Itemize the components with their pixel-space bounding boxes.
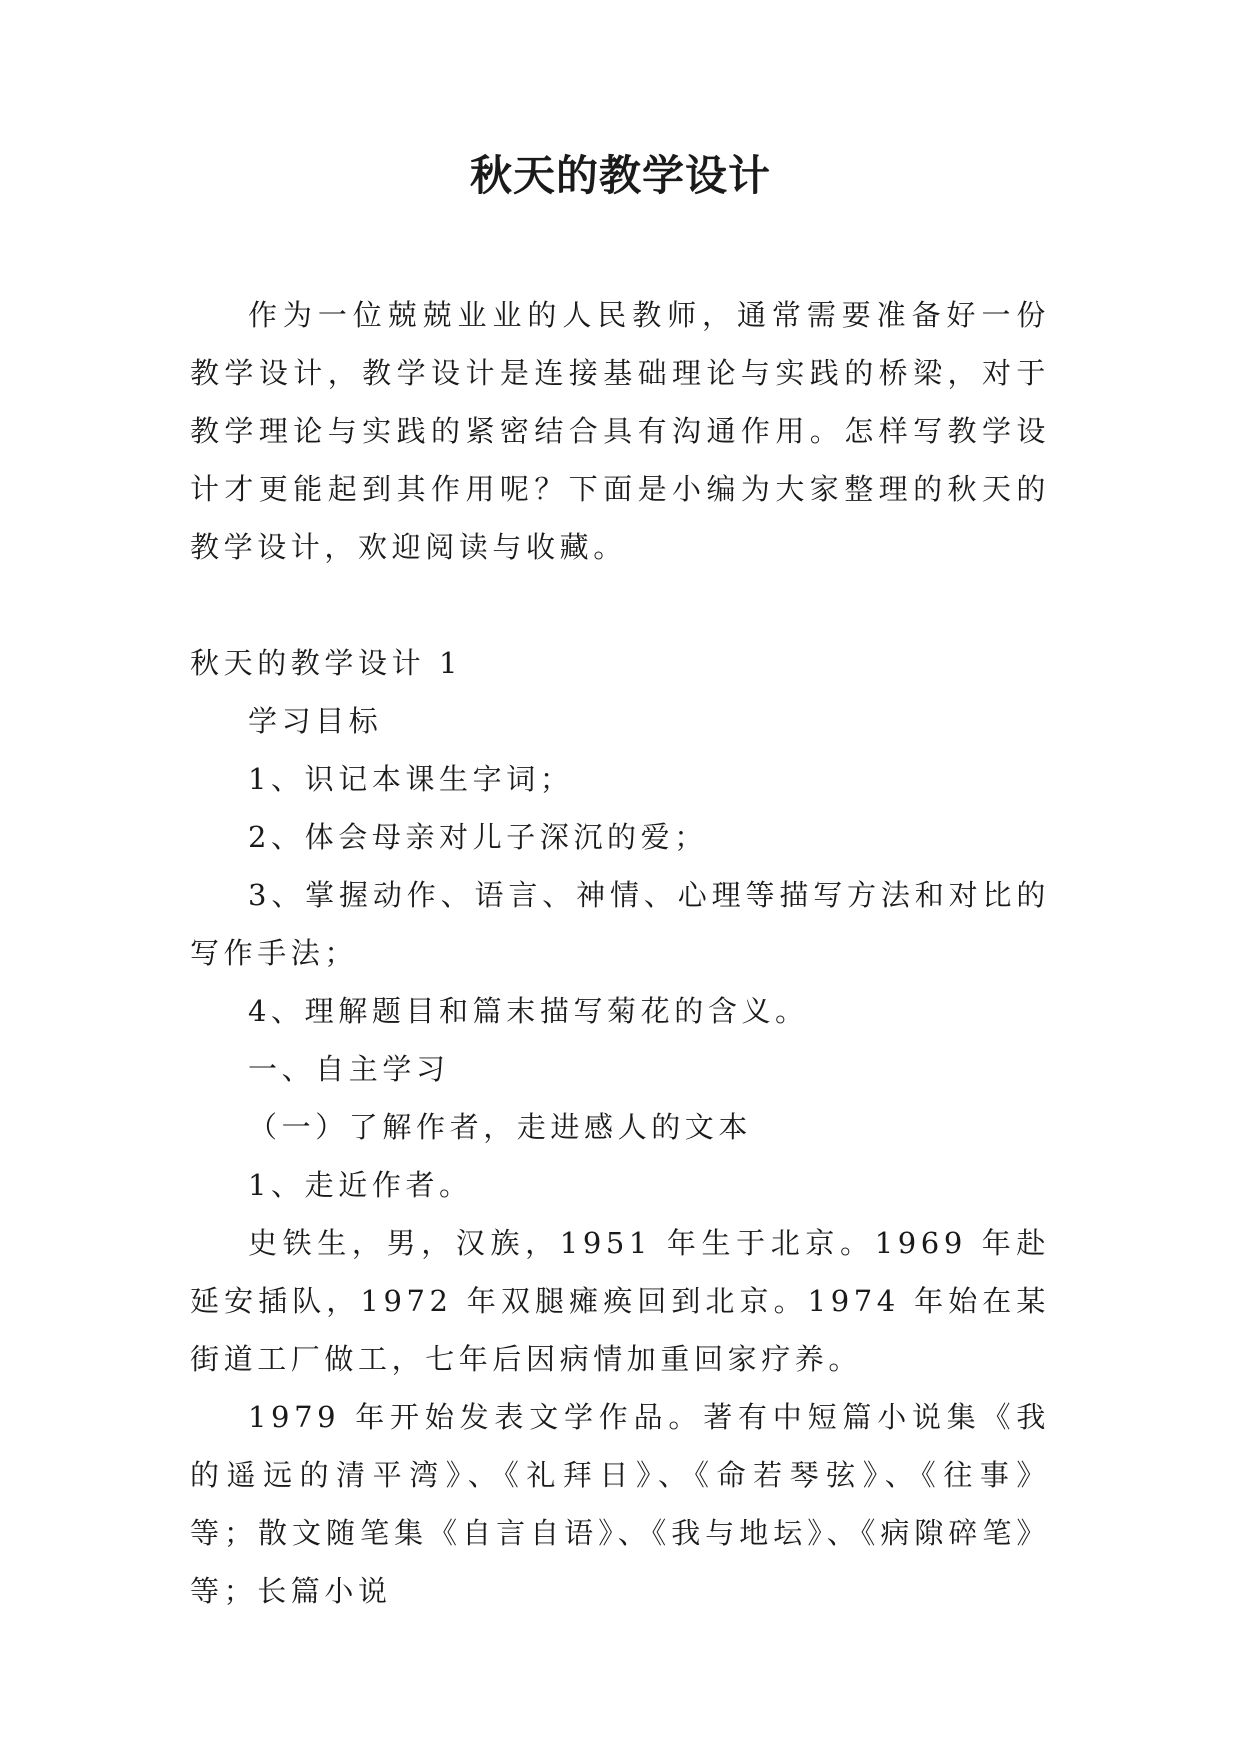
intro-paragraph: 作为一位兢兢业业的人民教师，通常需要准备好一份教学设计，教学设计是连接基础理论与实践的桥梁，对于教学理论与实践的紧密结合具有沟通作用。怎样写教学设计才更能起到其作用呢？下面是小编为大家整理的秋天的教学设计，欢迎阅读与收藏。 <box>190 298 1050 564</box>
section-heading: 秋天的教学设计 1 <box>190 646 463 680</box>
body-paragraph: 学习目标 <box>248 704 383 738</box>
body-paragraph: 4、理解题目和篇末描写菊花的含义。 <box>248 994 809 1028</box>
body-paragraph: 2、体会母亲对儿子深沉的爱； <box>248 820 708 854</box>
body-paragraph: 一、自主学习 <box>248 1052 450 1086</box>
body-paragraph: 史铁生，男，汉族，1951 年生于北京。1969 年赴延安插队，1972 年双腿瘫痪回到北京。1974 年始在某街道工厂做工，七年后因病情加重回家疗养。 <box>190 1226 1050 1376</box>
body-paragraph: 1、走近作者。 <box>248 1168 473 1202</box>
body-paragraph: 1、识记本课生字词； <box>248 762 574 796</box>
document-title: 秋天的教学设计 <box>469 151 771 200</box>
body-paragraph: （一）了解作者，走进感人的文本 <box>248 1110 753 1144</box>
document-body <box>190 286 1050 1620</box>
paragraph-spacer <box>190 576 1050 634</box>
body-paragraph: 3、掌握动作、语言、神情、心理等描写方法和对比的写作手法； <box>190 878 1050 970</box>
body-paragraph: 1979 年开始发表文学作品。著有中短篇小说集《我的遥远的清平湾》、《礼拜日》、《命若琴弦》、《往事》 等；散文随笔集《自言自语》、《我与地坛》、《病隙碎笔》 等；长篇小说 <box>190 1400 1050 1608</box>
